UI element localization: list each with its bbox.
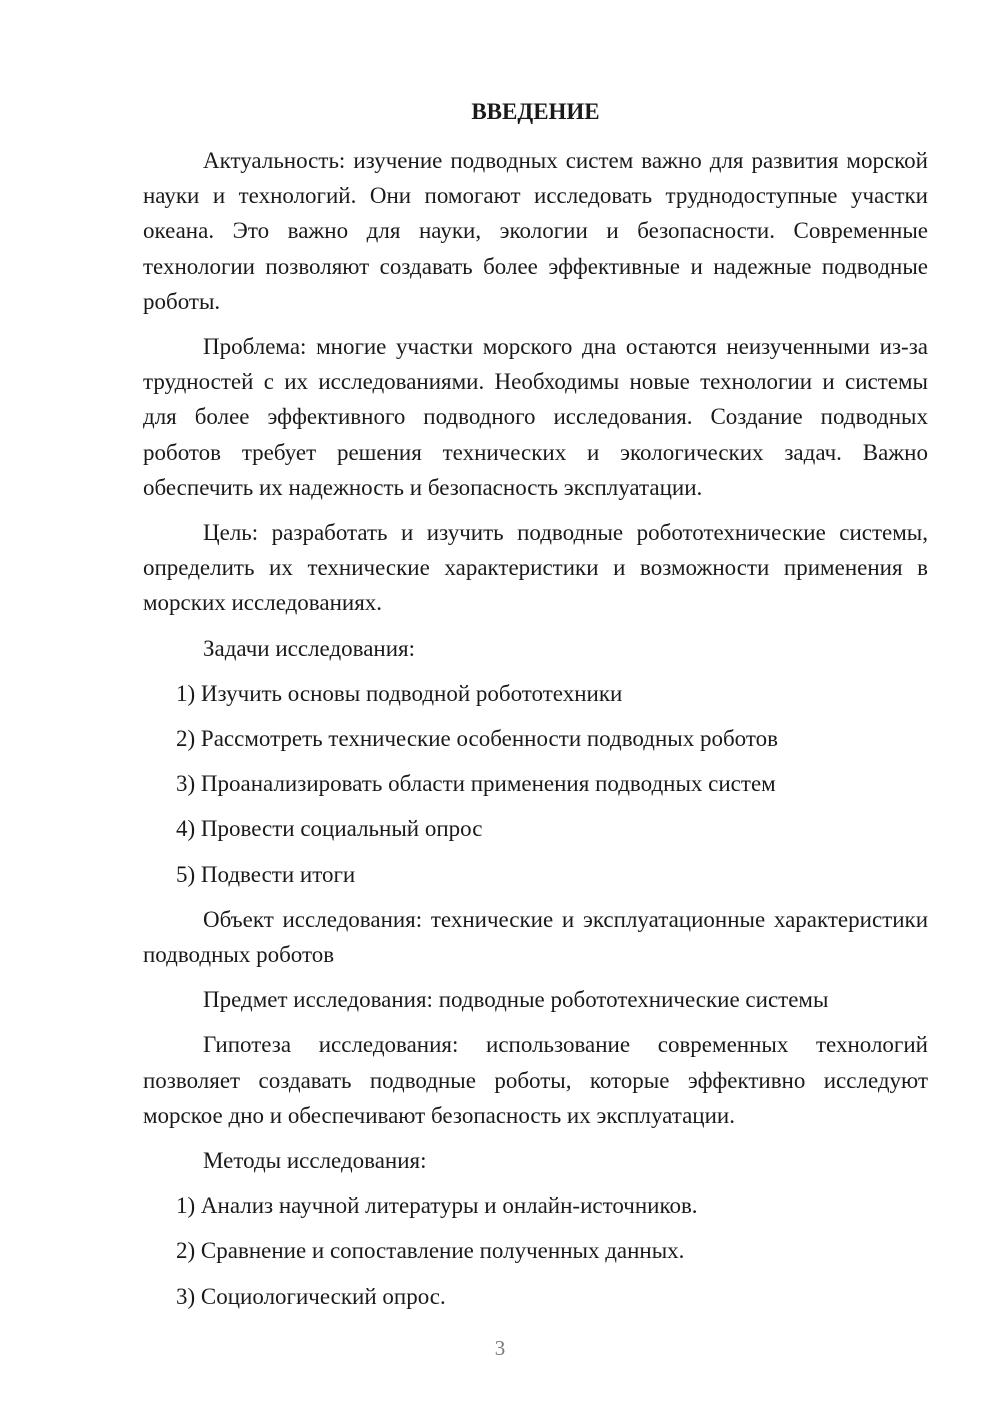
list-item: 3) Проанализировать области применения подводных систем xyxy=(176,771,776,797)
paragraph-goal: Цель: разработать и изучить подводные робототехнические системы, определить их технические характеристики и возможности применения в морских исследованиях. xyxy=(143,520,928,616)
methods-heading: Методы исследования: xyxy=(203,1148,427,1174)
tasks-heading: Задачи исследования: xyxy=(203,635,416,661)
paragraph-hypothesis: Гипотеза исследования: использование современных технологий позволяет создавать подводные роботы, которые эффективно исследуют морское дно и обеспечивают безопасность их эксплуатации. xyxy=(143,1032,928,1128)
paragraph-object: Объект исследования: технические и эксплуатационные характеристики подводных роботов xyxy=(143,906,928,968)
paragraph-problem: Проблема: многие участки морского дна остаются неизученными из-за трудностей с их исследованиями. Необходимы новые технологии и системы для более эффективного подводного исследования. Создание подводных роботов требует решения технических и экологических задач. Важно обеспечить их надежность и безопасность эксплуатации. xyxy=(143,334,928,500)
section-title: ВВЕДЕНИЕ xyxy=(471,99,600,124)
list-item: 2) Сравнение и сопоставление полученных данных. xyxy=(176,1238,685,1264)
document-body xyxy=(143,94,928,1324)
paragraph-actuality: Актуальность: изучение подводных систем важно для развития морской науки и технологий. Они помогают исследовать труднодоступные участки океана. Это важно для науки, экологии и безопасности. Современные технологии позволяют создавать более эффективные и надежные подводные роботы. xyxy=(143,148,928,314)
tasks-list xyxy=(143,676,928,892)
methods-list xyxy=(143,1188,928,1314)
list-item: 3) Социологический опрос. xyxy=(176,1283,446,1309)
list-item: 4) Провести социальный опрос xyxy=(176,816,483,842)
page-number: 3 xyxy=(494,1336,506,1360)
list-item: 5) Подвести итоги xyxy=(176,861,356,887)
list-item: 2) Рассмотреть технические особенности подводных роботов xyxy=(176,726,778,752)
paragraph-subject: Предмет исследования: подводные робототехнические системы xyxy=(203,987,829,1013)
list-item: 1) Изучить основы подводной робототехники xyxy=(176,680,623,706)
list-item: 1) Анализ научной литературы и онлайн-источников. xyxy=(176,1193,698,1219)
